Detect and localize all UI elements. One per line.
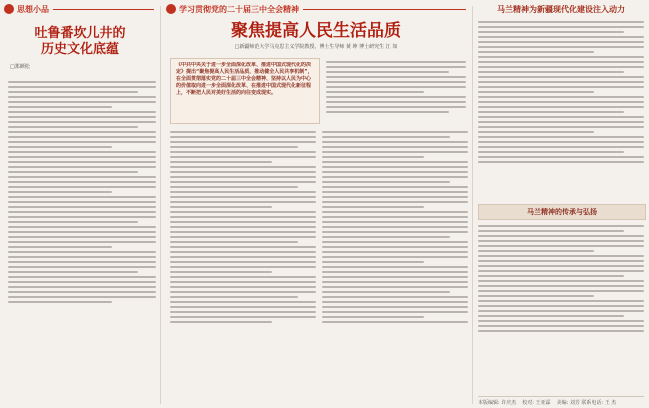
center-lead-box xyxy=(170,58,320,124)
header-rule xyxy=(53,9,154,10)
right-body-text-bottom xyxy=(478,222,644,335)
right-title: 马兰精神为新疆现代化建设注入动力 xyxy=(497,4,625,14)
center-article-header xyxy=(166,21,466,50)
center-body-text-top-right xyxy=(326,58,466,116)
center-byline: □新疆师范大学马克思主义学院教授、博士生导师 黄 坤 博士研究生 江 如 xyxy=(234,44,398,50)
left-body-text xyxy=(8,78,156,306)
column-divider xyxy=(160,6,161,404)
page-footer xyxy=(478,396,644,406)
left-section-header xyxy=(4,0,154,18)
center-body-text-left xyxy=(170,128,316,326)
footer-editor: 本版编辑: 许庆杰 xyxy=(478,400,517,406)
center-section-badge xyxy=(166,4,299,15)
left-title-line-1: 吐鲁番坎儿井的 xyxy=(34,26,126,41)
center-title: 聚焦提高人民生活品质 xyxy=(231,21,401,41)
center-section-header xyxy=(166,0,466,18)
footer-proofreader: 校对: 王亚霖 xyxy=(522,400,551,406)
right-article-header xyxy=(478,4,644,15)
left-section-label: 思想小品 xyxy=(17,4,49,14)
right-subheading-box xyxy=(478,204,646,220)
center-lead-text: 《中共中央关于进一步全面深化改革、推进中国式现代化的决定》提出“聚焦提高人民生活品质，推动健全人民共享机制”，在全面贯彻落实党的二十届三中全会精神、坚持以人民为中心的价值取向进一步全面深化改革、在推进中国式现代化新征程上，不断把人民对美好生活的向往变成现实。 xyxy=(176,62,313,96)
left-article xyxy=(10,26,150,70)
right-body-text-top xyxy=(478,18,644,166)
left-section-badge xyxy=(4,4,49,15)
left-title-line-2: 历史文化底蕴 xyxy=(40,42,119,57)
header-rule xyxy=(303,9,466,10)
footer-designer: 美编: 刘芳 联系电话: 王 杰 xyxy=(556,400,617,406)
right-subheading: 马兰精神的传承与弘扬 xyxy=(479,205,645,219)
party-emblem-icon xyxy=(166,4,176,14)
section-dot-icon xyxy=(4,4,14,14)
center-body-text-right xyxy=(322,128,468,326)
center-section-label: 学习贯彻党的二十届三中全会精神 xyxy=(179,4,299,14)
left-byline: □郑颜松 xyxy=(10,64,30,70)
column-divider xyxy=(472,6,473,404)
